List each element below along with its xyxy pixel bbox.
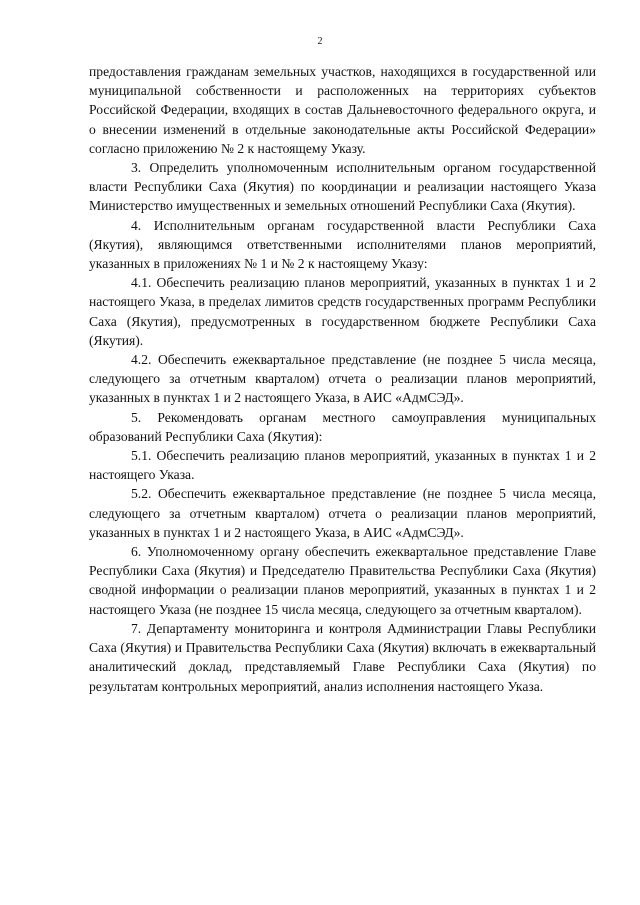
paragraph-4-1: 4.1. Обеспечить реализацию планов мероприятий, указанных в пунктах 1 и 2 настоящего Указа, в пределах лимитов средств государственных программ Республики Саха (Якутия), предусмотренных в государственном бюджете Республики Саха (Якутия).	[89, 275, 596, 348]
paragraph-continuation: предоставления гражданам земельных участков, находящихся в государственной или муниципальной собственности и расположенных на территориях субъектов Российской Федерации, входящих в состав Дальневосточного федерального округа, и о внесении изменений в отдельные законодательные акты Российской Федерации» согласно приложению № 2 к настоящему Указу.	[89, 64, 596, 156]
paragraph-6: 6. Уполномоченному органу обеспечить ежеквартальное представление Главе Республики Саха (Якутия) и Председателю Правительства Республики Саха (Якутия) сводной информации о реализации планов мероприятий, указанных в пунктах 1 и 2 настоящего Указа (не позднее 15 числа месяца, следующего за отчетным кварталом).	[89, 544, 596, 617]
paragraph-7: 7. Департаменту мониторинга и контроля Администрации Главы Республики Саха (Якутия) и Правительства Республики Саха (Якутия) включать в ежеквартальный аналитический доклад, представляемый Главе Республики Саха (Якутия) по результатам контрольных мероприятий, анализ исполнения настоящего Указа.	[89, 620, 596, 694]
paragraph-5-1: 5.1. Обеспечить реализацию планов мероприятий, указанных в пунктах 1 и 2 настоящего Указа.	[89, 448, 596, 483]
page-number: 2	[317, 36, 323, 47]
paragraph-5: 5. Рекомендовать органам местного самоуправления муниципальных образований Республики Саха (Якутия):	[89, 409, 596, 444]
document-body	[89, 62, 596, 696]
paragraph-4: 4. Исполнительным органам государственной власти Республики Саха (Якутия), являющимся ответственными исполнителями планов мероприятий, указанных в приложениях № 1 и № 2 к настоящему Указу:	[89, 217, 596, 272]
paragraph-4-2: 4.2. Обеспечить ежеквартальное представление (не позднее 5 числа месяца, следующего за отчетным кварталом) отчета о реализации планов мероприятий, указанных в пунктах 1 и 2 настоящего Указа, в АИС «АдмСЭД».	[89, 352, 596, 406]
paragraph-5-2: 5.2. Обеспечить ежеквартальное представление (не позднее 5 числа месяца, следующего за отчетным кварталом) отчета о реализации планов мероприятий, указанных в пунктах 1 и 2 настоящего Указа, в АИС «АдмСЭД».	[89, 486, 596, 540]
paragraph-3: 3. Определить уполномоченным исполнительным органом государственной власти Республики Саха (Якутия) по координации и реализации настоящего Указа Министерство имущественных и земельных отношений Республики Саха (Якутия).	[89, 160, 596, 214]
